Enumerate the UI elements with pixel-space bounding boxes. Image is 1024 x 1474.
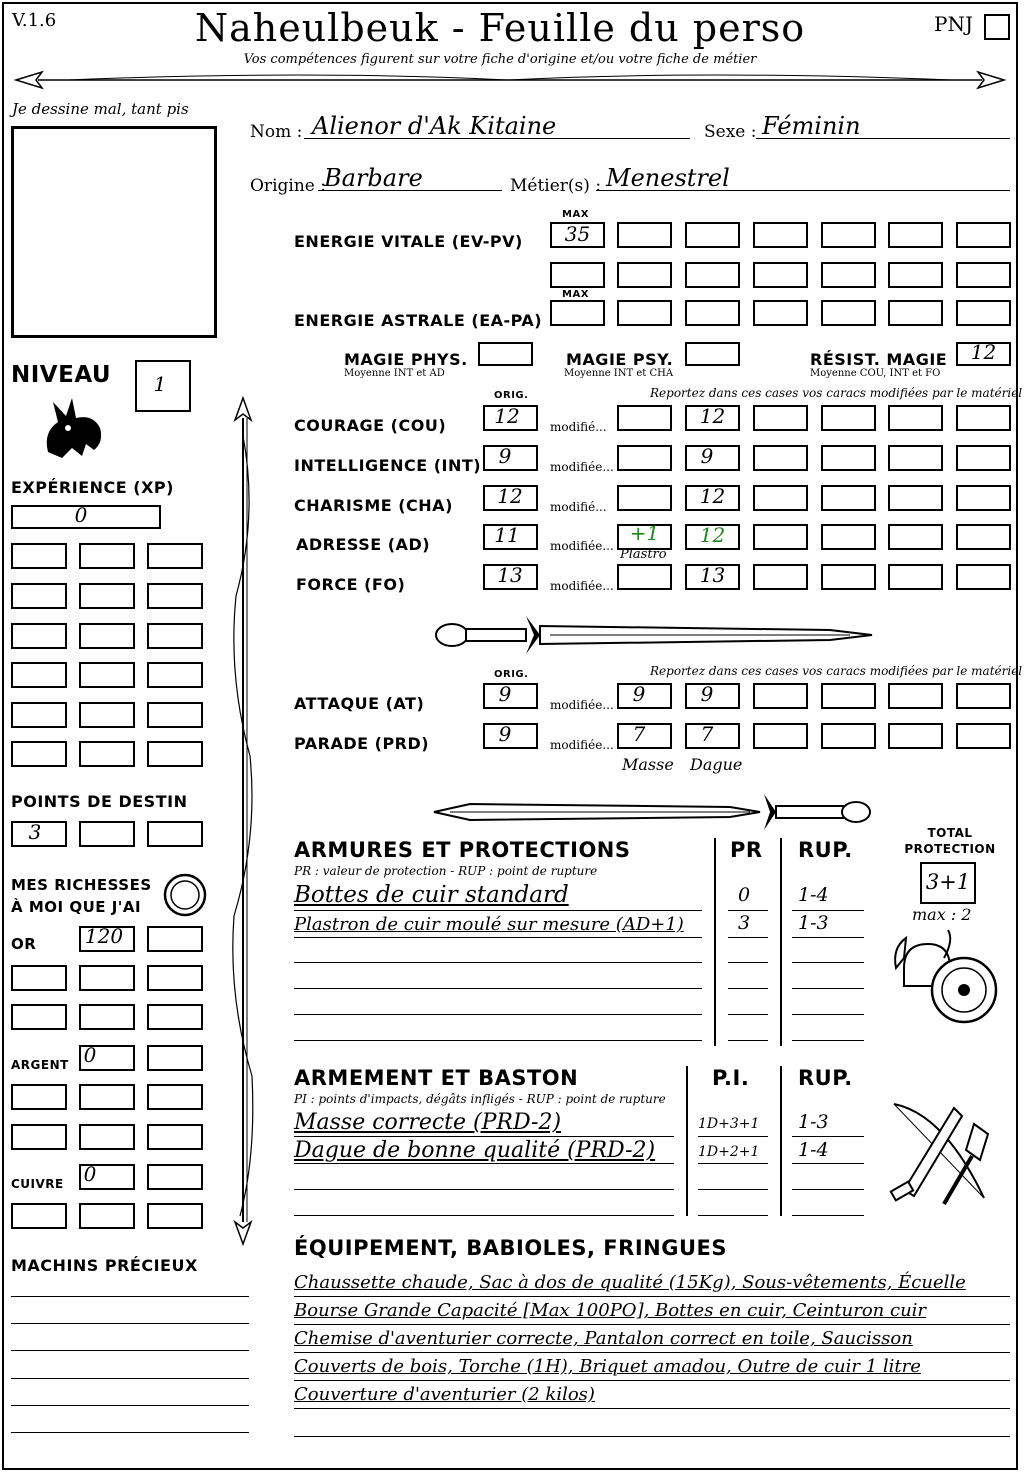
parade-modif-label: modifiée... [550,738,614,752]
cuivre-box[interactable] [11,1203,67,1229]
xp-grid-box[interactable] [147,583,203,609]
or-box[interactable] [147,965,203,991]
xp-grid-box[interactable] [147,623,203,649]
or-box[interactable] [11,1004,67,1030]
force-box[interactable] [888,564,943,590]
force-orig-value: 13 [497,563,523,587]
force-value: 13 [699,563,726,587]
attaque-modif-label: modifiée... [550,698,614,712]
machins-line[interactable] [11,1432,249,1433]
destin-label: POINTS DE DESTIN [11,792,188,811]
ev-box[interactable] [753,262,808,288]
niveau-label: NIVEAU [11,362,112,388]
xp-grid-box[interactable] [79,623,135,649]
arme-item-pi[interactable]: 1D+2+1 [698,1144,760,1160]
xp-grid-box[interactable] [79,583,135,609]
or-box[interactable] [147,1004,203,1030]
xp-grid-box[interactable] [147,662,203,688]
intelligence-orig-value: 9 [498,444,512,468]
origine-value[interactable]: Barbare [324,164,423,192]
cuivre-label: CUIVRE [11,1177,64,1191]
caracs-report-note: Reportez dans ces cases vos caracs modifiées par le matériel [650,386,1023,400]
armures-note: PR : valeur de protection - RUP : point de rupture [294,864,598,878]
armure-item-rup[interactable]: 1-4 [798,884,829,906]
machins-label: MACHINS PRÉCIEUX [11,1256,198,1275]
attaque-box[interactable] [888,683,943,709]
or-box[interactable] [79,965,135,991]
parade-box[interactable] [753,723,808,749]
xp-grid-box[interactable] [147,702,203,728]
courage-box[interactable] [753,405,808,431]
xp-grid-box[interactable] [79,741,135,767]
arme-line[interactable] [294,1215,674,1216]
force-label: FORCE (FO) [296,575,406,594]
parade-box[interactable] [821,723,876,749]
parade-label: PARADE (PRD) [294,734,430,753]
parade-orig-value: 9 [498,722,512,746]
ea-box[interactable] [821,300,876,326]
armure-line[interactable] [294,1014,702,1015]
sexe-value[interactable]: Féminin [762,112,861,140]
sword-icon [430,612,874,658]
ea-box[interactable] [888,300,943,326]
argent-box[interactable] [79,1124,135,1150]
total-protection-max: max : 2 [912,905,972,924]
cuivre-value: 0 [83,1162,97,1186]
armement-note: PI : points d'impacts, dégâts infligés - RUP : point de rupture [294,1092,666,1106]
adresse-box[interactable] [956,524,1011,550]
xp-value: 0 [74,503,88,527]
charisme-modif-box[interactable] [617,485,672,511]
version-label: V.1.6 [12,10,57,31]
courage-label: COURAGE (COU) [294,416,447,435]
courage-value: 12 [699,404,726,428]
xp-grid-box[interactable] [79,702,135,728]
intelligence-box[interactable] [753,445,808,471]
arme-item-pi[interactable]: 1D+3+1 [698,1116,760,1132]
ea-box[interactable] [753,300,808,326]
equipement-line[interactable]: Chemise d'aventurier correcte, Pantalon correct en toile, Saucisson [294,1328,913,1349]
attaque-label: ATTAQUE (AT) [294,694,425,713]
ev-box[interactable] [821,262,876,288]
xp-grid-box[interactable] [147,543,203,569]
ev-box[interactable] [617,262,672,288]
intelligence-label: INTELLIGENCE (INT) [294,456,482,475]
xp-label: EXPÉRIENCE (XP) [11,478,174,497]
adresse-box[interactable] [753,524,808,550]
argent-box[interactable] [11,1124,67,1150]
armure-item-pr[interactable]: 3 [738,912,751,934]
weapons-icon [884,1094,1004,1214]
parade-box[interactable] [956,723,1011,749]
magie-phys-box[interactable] [478,342,533,366]
total-protection-label: TOTAL [927,826,973,840]
xp-grid-box[interactable] [79,662,135,688]
total-protection-value: 3+1 [925,870,971,894]
charisme-value: 12 [699,484,726,508]
ev-box[interactable] [685,262,740,288]
intelligence-modif-box[interactable] [617,445,672,471]
ev-box[interactable] [821,222,876,248]
armures-title: ARMURES ET PROTECTIONS [294,838,631,862]
armement-rup-header: RUP. [798,1066,853,1090]
ea-max-label: MAX [562,289,589,300]
equipement-title: ÉQUIPEMENT, BABIOLES, FRINGUES [294,1236,727,1260]
arme-item-rup[interactable]: 1-4 [798,1139,829,1161]
total-protection-label-2: PROTECTION [904,842,996,856]
magie-psy-note: Moyenne INT et CHA [564,368,674,379]
richesses-label: MES RICHESSES [11,876,152,894]
magie-psy-box[interactable] [685,342,740,366]
courage-box[interactable] [821,405,876,431]
charisme-orig-value: 12 [497,484,523,508]
attaque-box[interactable] [753,683,808,709]
ea-box[interactable] [685,300,740,326]
cuivre-box[interactable] [147,1203,203,1229]
parade-box[interactable] [888,723,943,749]
equipement-line[interactable]: Bourse Grande Capacité [Max 100PO], Bottes en cuir, Ceinturon cuir [294,1300,927,1321]
niveau-value: 1 [153,372,167,396]
adresse-box[interactable] [888,524,943,550]
ev-max-value: 35 [564,222,591,246]
armures-rup-header: RUP. [798,838,853,862]
armement-pi-header: P.I. [712,1066,750,1090]
xp-grid-box[interactable] [11,583,67,609]
attaque-orig-value: 9 [498,682,512,706]
pnj-label: PNJ [934,12,973,36]
magie-phys-note: Moyenne INT et AD [344,368,445,379]
origine-label: Origine : [250,176,326,196]
combat-note-dague: Dague [690,755,743,774]
portrait-caption: Je dessine mal, tant pis [12,100,189,118]
ev-box[interactable] [888,262,943,288]
armure-item-pr[interactable]: 0 [738,884,751,906]
armure-line[interactable] [294,988,702,989]
argent-box[interactable] [147,1084,203,1110]
arme-item-name[interactable]: Dague de bonne qualité (PRD-2) [294,1138,656,1163]
arme-item-name[interactable]: Masse correcte (PRD-2) [294,1110,562,1135]
armure-line[interactable] [294,962,702,963]
magie-phys-label: MAGIE PHYS. [344,350,468,369]
xp-grid-box[interactable] [147,741,203,767]
machins-line[interactable] [11,1296,249,1297]
or-box[interactable] [11,965,67,991]
dragon-icon [38,392,108,464]
combat-note-masse: Masse [622,755,674,774]
combat-orig-label: ORIG. [494,669,529,680]
ev-box[interactable] [617,222,672,248]
armure-item-name[interactable]: Plastron de cuir moulé sur mesure (AD+1) [294,914,684,935]
xp-grid-box[interactable] [11,662,67,688]
arme-line[interactable] [294,1189,674,1190]
ev-box[interactable] [888,222,943,248]
argent-box[interactable] [11,1084,67,1110]
xp-grid-box[interactable] [11,543,67,569]
charisme-box[interactable] [956,485,1011,511]
xp-grid-box[interactable] [11,702,67,728]
resist-magie-label: RÉSIST. MAGIE [810,350,948,369]
ea-label: ENERGIE ASTRALE (EA-PA) [294,311,543,330]
argent-box[interactable] [79,1084,135,1110]
ev-label: ENERGIE VITALE (EV-PV) [294,232,523,251]
armure-item-name[interactable]: Bottes de cuir standard [294,882,569,908]
armures-pr-header: PR [730,838,763,862]
charisme-box[interactable] [753,485,808,511]
equipement-line[interactable]: Couverture d'aventurier (2 kilos) [294,1384,595,1405]
attaque-box[interactable] [821,683,876,709]
force-modif-box[interactable] [617,564,672,590]
intelligence-box[interactable] [956,445,1011,471]
spear-icon [228,396,258,1246]
cuivre-box[interactable] [147,1164,203,1190]
attaque-box[interactable] [956,683,1011,709]
machins-line[interactable] [11,1350,249,1351]
sword-icon [430,790,874,834]
nom-label: Nom : [250,122,303,142]
nom-value[interactable]: Alienor d'Ak Kitaine [312,112,557,140]
intelligence-modif-label: modifiée... [550,460,614,474]
argent-box[interactable] [147,1045,203,1071]
armement-title: ARMEMENT ET BASTON [294,1066,579,1090]
ea-box[interactable] [617,300,672,326]
xp-grid-box[interactable] [11,741,67,767]
ev-box[interactable] [685,222,740,248]
destin-box[interactable] [147,821,203,847]
header-divider-icon [8,66,1012,96]
pnj-checkbox[interactable] [984,14,1010,40]
attaque-value-1: 9 [632,682,646,706]
page-subtitle: Vos compétences figurent sur votre fiche d'origine et/ou votre fiche de métier [243,52,757,67]
portrait-box[interactable] [11,126,217,338]
argent-value: 0 [83,1043,97,1067]
force-box[interactable] [956,564,1011,590]
page-title: Naheulbeuk - Feuille du perso [194,6,806,50]
ea-box[interactable] [956,300,1011,326]
equipement-empty-line[interactable] [294,1436,1010,1437]
magie-psy-label: MAGIE PSY. [566,350,674,369]
coin-icon [162,872,208,918]
arme-item-rup[interactable]: 1-3 [798,1111,829,1133]
force-modif-label: modifiée... [550,579,614,593]
sexe-label: Sexe : [704,122,757,142]
charisme-box[interactable] [821,485,876,511]
richesses-label-2: À MOI QUE J'AI [11,898,142,916]
helmet-shield-icon [888,928,1000,1032]
metier-value[interactable]: Menestrel [606,164,730,192]
attaque-value-2: 9 [700,682,714,706]
ev-box[interactable] [956,262,1011,288]
ev-max-label: MAX [562,209,589,220]
resist-magie-value: 12 [970,340,997,364]
charisme-box[interactable] [888,485,943,511]
parade-value-1: 7 [632,722,646,746]
or-box[interactable] [147,926,203,952]
intelligence-box[interactable] [888,445,943,471]
ev-box[interactable] [550,262,605,288]
adresse-label: ADRESSE (AD) [296,535,431,554]
combat-report-note: Reportez dans ces cases vos caracs modifiées par le matériel [650,664,1023,678]
destin-box[interactable] [79,821,135,847]
or-label: OR [11,935,37,953]
courage-box[interactable] [888,405,943,431]
xp-grid-box[interactable] [11,623,67,649]
adresse-modif-label: modifiée... [550,539,614,553]
resist-magie-note: Moyenne COU, INT et FO [810,368,941,379]
equipement-line[interactable]: Chaussette chaude, Sac à dos de qualité (15Kg), Sous-vêtements, Écuelle [294,1272,966,1293]
machins-line[interactable] [11,1323,249,1324]
intelligence-box[interactable] [821,445,876,471]
destin-value: 3 [28,820,42,844]
cuivre-box[interactable] [79,1203,135,1229]
or-box[interactable] [79,1004,135,1030]
courage-modif-box[interactable] [617,405,672,431]
argent-label: ARGENT [11,1058,69,1072]
machins-line[interactable] [11,1378,249,1379]
equipement-line[interactable]: Couverts de bois, Torche (1H), Briquet amadou, Outre de cuir 1 litre [294,1356,921,1377]
or-value: 120 [84,924,124,948]
metier-label: Métier(s) : [510,176,602,196]
parade-value-2: 7 [700,722,714,746]
force-box[interactable] [753,564,808,590]
ev-box[interactable] [956,222,1011,248]
argent-box[interactable] [147,1124,203,1150]
ea-max-box[interactable] [550,300,605,326]
armure-line[interactable] [294,1040,702,1041]
ev-box[interactable] [753,222,808,248]
force-box[interactable] [821,564,876,590]
courage-orig-value: 12 [494,404,520,428]
caracs-orig-label: ORIG. [494,390,529,401]
xp-grid-box[interactable] [79,543,135,569]
charisme-label: CHARISME (CHA) [294,496,453,515]
intelligence-value: 9 [700,444,714,468]
courage-modif-label: modifié... [550,420,607,434]
adresse-modif-value: +1 [629,521,660,545]
adresse-orig-value: 11 [494,523,520,547]
adresse-value: 12 [699,523,726,547]
adresse-modif-note: Plastro [620,547,667,562]
machins-line[interactable] [11,1405,249,1406]
courage-box[interactable] [956,405,1011,431]
adresse-box[interactable] [821,524,876,550]
charisme-modif-label: modifié... [550,500,607,514]
armure-item-rup[interactable]: 1-3 [798,912,829,934]
